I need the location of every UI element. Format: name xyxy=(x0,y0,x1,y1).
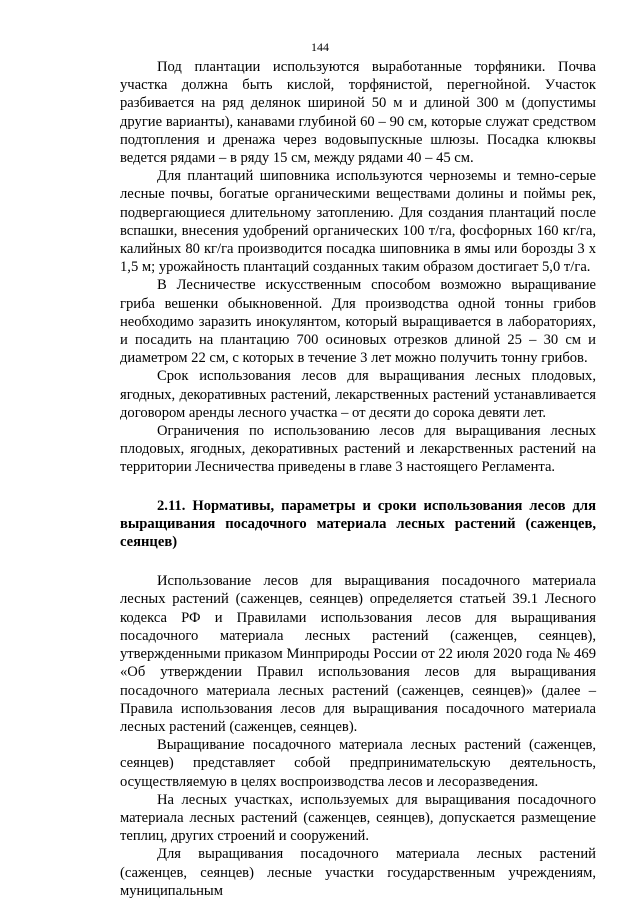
paragraph-usage-term: Срок использования лесов для выращивания лесных плодовых, ягодных, декоративных растений, лекарственных растений устанавливается договором аренды лесного участка – от десяти до сорока девяти лет. xyxy=(120,368,596,421)
section-spacer xyxy=(120,551,596,572)
paragraph-business-activity: Выращивание посадочного материала лесных растений (саженцев, сеянцев) представляет собой предпринимательскую деятельность, осуществляемую в целях воспроизводства лесов и лесоразведения. xyxy=(120,737,596,790)
section-heading: 2.11. Нормативы, параметры и сроки использования лесов для выращивания посадочного материала лесных растений (саженцев, сеянцев) xyxy=(120,497,596,551)
paragraph-rosehip-plantations: Для плантаций шиповника используются черноземы и темно-серые лесные почвы, богатые органическими веществами долины и поймы рек, подвергающиеся длительному затоплению. Для создания плантаций после вспашки, внесения удобрений органических 100 т/га, фосфорных 160 кг/га, калийных 80 кг/га производится посадка шиповника в ямы или борозды 3 х 1,5 м; урожайность плантаций созданных таким образом достигает 5,0 т/га. xyxy=(120,168,596,276)
page-number: 144 xyxy=(311,40,329,54)
paragraph-oyster-mushroom: В Лесничестве искусственным способом возможно выращивание гриба вешенки обыкновенной. Для производства одной тонны грибов необходимо заразить инокулянтом, который выращивается в лабораториях, и посадить на плантацию 700 осиновых отрезков длиной 25 – 30 см и диаметром 22 см, с которых в течение 3 лет можно получить тонну грибов. xyxy=(120,277,596,367)
paragraph-land-provision: Для выращивания посадочного материала лесных растений (саженцев, сеянцев) лесные участки государственным учреждениям, муниципальным xyxy=(120,846,596,899)
paragraph-cranberry-plantations: Под плантации используются выработанные торфяники. Почва участка должна быть кислой, торфянистой, перегнойной. Участок разбивается на ряд делянок шириной 50 м и длиной 300 м (допустимы другие варианты), канавами глубиной 60 – 90 см, которые служат средством подтопления и дренажа через водовыпускные шлюзы. Посадка клюквы ведется рядами – в ряду 15 см, между рядами 40 – 45 см. xyxy=(120,59,596,167)
paragraph-greenhouses: На лесных участках, используемых для выращивания посадочного материала лесных растений (саженцев, сеянцев), допускается размещение теплиц, других строений и сооружений. xyxy=(120,791,596,845)
paragraph-usage-restrictions: Ограничения по использованию лесов для выращивания лесных плодовых, ягодных, декоративных растений и лекарственных растений на территории Лесничества приведены в главе 3 настоящего Регламента. xyxy=(120,423,596,476)
paragraph-legal-basis: Использование лесов для выращивания посадочного материала лесных растений (саженцев, сеянцев) определяется статьей 39.1 Лесного кодекса РФ и Правилами использования лесов для выращивания посадочного материала лесных растений (саженцев, сеянцев), утвержденными приказом Минприроды России от 22 июля 2020 года № 469 «Об утверждении Правил использования лесов для выращивания посадочного материала лесных растений (саженцев, сеянцев)» (далее – Правила использования лесов для выращивания посадочного материала лесных растений (саженцев, сеянцев). xyxy=(120,573,596,735)
page-content xyxy=(120,58,596,900)
